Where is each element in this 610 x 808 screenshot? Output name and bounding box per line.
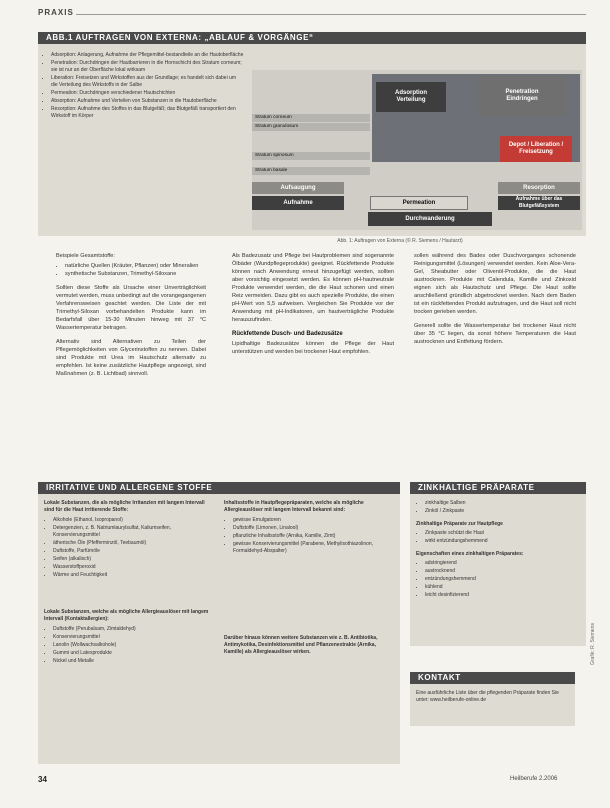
subheading: Rückfettende Dusch- und Badezusätze: [232, 331, 343, 337]
legend-item: • Penetration: Durchdringen der Hautbarrieren in die Hornschicht des Stratum corneum; sie ist nur an der Oberfläche lokal wirksam: [51, 60, 244, 74]
irritative-panel: [38, 494, 400, 764]
body-column-2: [232, 252, 394, 362]
list-item: • Wasserstoffperoxid: [53, 564, 210, 571]
list-item: • Duftstoffe (Limonen, Linalool): [233, 525, 392, 532]
zink-content: • zinkhaltige Salben • Zinköl / Zinkpaste Zinkhaltige Präparate zur Hautpflege • Zinkpaste schützt die Haut • wirkt entzündungshemmend Eigenschaften eines zinkhaltigen Präparates: • adstringierend • austrocknend • entzündungshemmend • kühlend • leicht desinfizierend: [416, 500, 578, 600]
penetration-box: Penetration Eindringen: [478, 76, 566, 116]
skin-diagram: [252, 70, 582, 230]
permeation-label: Permeation: [370, 196, 468, 210]
list-item: • Seifen (alkalisch): [53, 556, 210, 563]
list-item: • synthetische Substanzen, Trimethyl-Siloxane: [65, 270, 206, 278]
list-item: • Lanolin (Wollwachsalkohole): [53, 642, 210, 649]
paragraph: Sollten diese Stoffe als Ursache einer Unverträglichkeit vermutet werden, muss unbedingt auf die vorangegangenen Verfahrensweisen geachtet werden. Die Liste der mit Trimethyl-Siloxan vorbehandelten Produkte kann im Bedarfsfall über 15-30 Minuten hinweg mit 37 °C Wassertemperatur betragen.: [56, 285, 206, 331]
list-item: • pflanzliche Inhaltsstoffe (Arnika, Kamille, Zimt): [233, 533, 392, 540]
zink-header: ZINKHALTIGE PRÄPARATE: [410, 482, 586, 494]
strip-stratum-corneum: Stratum corneum: [252, 114, 370, 122]
list-item: • gewisse Emulgatoren: [233, 517, 392, 524]
strip-stratum-basale: Stratum basale: [252, 167, 370, 175]
list-item: • Zinköl / Zinkpaste: [425, 508, 578, 515]
zink-panel: [410, 494, 586, 646]
depot-box: Depot / Liberation / Freisetzung: [500, 136, 572, 162]
section-tag: PRAXIS: [38, 8, 74, 17]
figure-header: ABB.1 AUFTRAGEN VON EXTERNA: „ABLAUF & VORGÄNGE“: [38, 32, 586, 44]
list-item: • Duftstoffe (Perubalsam, Zimtaldehyd): [53, 626, 210, 633]
page-number: 34: [38, 775, 47, 784]
paragraph: Als Badezusatz und Pflege bei Hautproblemen sind sogenannte Ölbäder (Wundpflegeprodukte) geeignet. Rückfettende Produkte können nach Anwendung erneut hinzugefügt werden, sollten aber vorsichtig eingesetzt werden. Es können pH-hautneutrale Produkte verwendet werden, die die Haut schonen und einen Reiz vermeiden. Dazu gibt es auch spezielle Produkte, die einen pH-Wert von 5,5 aufweisen. Vergleichen Sie Produkte vor der Anwendung mit pH-Indikatoren, um hautverträgliche Produkte herauszufinden.: [232, 253, 394, 323]
list-item: • Alkohole (Ethanol, Isopropanol): [53, 517, 210, 524]
publication-info: Heilberufe 2.2006: [510, 776, 558, 782]
legend-item: • Permeation: Durchdringen verschiedener Hautschichten: [51, 90, 244, 97]
legend-item: • Resorption: Aufnahme des Stoffes in das Blutgefäß; das Blutgefäß transportiert den Wirkstoff im Körper: [51, 106, 244, 120]
note: Darüber hinaus können weitere Substanzen wie z. B. Antibiotika, Antimykotika, Desinfektionsmittel und Pflanzenextrakte (Arnika, Kamille) als Allergieauslöser wirken.: [224, 635, 378, 655]
list-item: • gewisse Konservierungsmittel (Parabene, Methylisothiazolinon, Formaldehyd-Abspalter): [233, 541, 392, 555]
figure-panel: [38, 44, 586, 236]
list-item: • Nickel und Metalle: [53, 658, 210, 665]
strip-stratum-spinosum: Stratum spinosum: [252, 152, 370, 160]
list-item: • leicht desinfizierend: [425, 592, 578, 599]
list-item: • zinkhaltige Salben: [425, 500, 578, 507]
list-item: • Gummi und Latexprodukte: [53, 650, 210, 657]
irritative-header: IRRITATIVE UND ALLERGENE STOFFE: [38, 482, 400, 494]
list-item: • Detergenzien, z. B. Natriumlaurylsulfat, Kaliumseifen, Konservierungsmittel: [53, 525, 210, 539]
kontakt-text: Eine ausführliche Liste über die pflegenden Präparate finden Sie unter: www.heilberufe-online.de: [416, 690, 559, 703]
paragraph: Generell sollte die Wassertemperatur bei trockener Haut nicht über 35 °C liegen, da sonst höhere Temperaturen die Haut austrocknen und Entfettung fördern.: [414, 323, 576, 345]
strip-stratum-granulosum: Stratum granulosum: [252, 123, 370, 131]
irritative-column-2: Inhaltsstoffe in Hautpflegepräparaten, welche als mögliche Allergieauslöser mit langem Intervall bekannt sind: • gewisse Emulgatoren • Duftstoffe (Limonen, Linalool) • pflanzliche Inhaltsstoffe (Arnika, Kamille, Zimt) • gewisse Konservierungsmittel (Parabene, Methylisothiazolinon, Formaldehyd-Abspalter) Darüber hinaus können weitere Substanzen wie z. B. Antibiotika, Antimykotika, Desinfektionsmittel und Pflanzenextrakte (Arnika, Kamille) als Allergieauslöser wirken.: [224, 500, 392, 656]
kontakt-header: KONTAKT: [410, 672, 575, 684]
aufnahme-blut-label: Aufnahme über das Blutgefäßsystem: [498, 196, 580, 210]
figure-caption: Abb. 1: Auftragen von Externa (© R. Siemens / Hautarzt): [337, 238, 463, 244]
irritative-column-1: Lokale Substanzen, die als mögliche Irritanzien mit langem Intervall sind für die Haut irritierende Stoffe: • Alkohole (Ethanol, Isopropanol) • Detergenzien, z. B. Natriumlaurylsulfat, Kaliumseifen, Konservierungsmittel • ätherische Öle (Pfefferminzöl, Teebaumöl) • Duftstoffe, Parfümöle • Seifen (alkalisch) • Wasserstoffperoxid • Wärme und Feuchtigkeit Lokale Substanzen, welche als mögliche Allergieauslöser mit langem Intervall (Kontaktallergien): • Duftstoffe (Perubalsam, Zimtaldehyd) • Konservierungsmittel • Lanolin (Wollwachsalkohole) • Gummi und Latexprodukte • Nickel und Metalle: [44, 500, 210, 666]
list-item: • Zinkpaste schützt die Haut: [425, 530, 578, 537]
resorption-label: Resorption: [498, 182, 580, 194]
aufnahme-label: Aufnahme: [252, 196, 344, 210]
paragraph: Alternativ sind Alternativen zu Teilen der Pflegemöglichkeiten von Glycerinstoffen zu nennen. Dabei sind Produkte mit Urea im Hautschutz alternativ zu empfehlen. Ist keine zusätzliche Hautpflege angezeigt, sind Maßnahmen (z. B. Lichtbad) sinnvoll.: [56, 339, 206, 377]
body-column-3: [414, 252, 576, 352]
kontakt-panel: [410, 684, 575, 726]
list-item: • Konservierungsmittel: [53, 634, 210, 641]
durchwanderung-label: Durchwanderung: [368, 212, 492, 226]
legend-item: • Absorption: Aufnahme und Verteilen von Substanzen in die Hautoberfläche: [51, 98, 244, 105]
photo-credit: Grafik: R. Siemens: [590, 623, 596, 665]
list-item: • austrocknend: [425, 568, 578, 575]
paragraph: sollen während des Bades oder Duschvorganges schonende Reinigungsmittel (Lösungen) verwendet werden. Kein Aloe-Vera-Gel, Sheabutter oder Olivenöl-Produkte, die die Haut austrocknen. Produkte mit Calendula, Kamille und Zinkoxid eignen sich als Hautschutz und Pflege. Die Haut sollte anschließend gründlich abgetrocknet werden. Nach dem Baden ist ein rückfettendes Produkt aufzutragen, und die Haut soll nicht trocken gerieben werden.: [414, 253, 576, 315]
list-item: • ätherische Öle (Pfefferminzöl, Teebaumöl): [53, 540, 210, 547]
body-column-1: Beispiele Gesamtstoffe: • natürliche Quellen (Kräuter, Pflanzen) oder Mineralien • synthetische Substanzen, Trimethyl-Siloxane Sollten diese Stoffe als Ursache einer Unverträglichkeit vermutet werden, muss unbedingt auf die vorangegangenen Verfahrensweisen geachtet werden. Die Liste der mit Trimethyl-Siloxan vorbehandelten Produkte kann im Bedarfsfall über 15-30 Minuten hinweg mit 37 °C Wassertemperatur betragen. Alternativ sind Alternativen zu Teilen der Pflegemöglichkeiten von Glycerinstoffen zu nennen. Dabei sind Produkte mit Urea im Hautschutz alternativ zu empfehlen. Ist keine zusätzliche Hautpflege angezeigt, sind Maßnahmen (z. B. Lichtbad) sinnvoll.: [56, 252, 206, 384]
list-item: • adstringierend: [425, 560, 578, 567]
aufsaugung-label: Aufsaugung: [252, 182, 344, 194]
legend-item: • Adsorption: Anlagerung, Aufnahme der Pflegemittel-bestandteile an die Hautoberfläche: [51, 52, 244, 59]
list-item: • Wärme und Feuchtigkeit: [53, 572, 210, 579]
adsorption-box: Adsorption Verteilung: [376, 82, 446, 112]
list-item: • entzündungshemmend: [425, 576, 578, 583]
paragraph: Lipidhaltige Badezusätze können die Pflege der Haut unterstützen und werden bei trockener Haut empfohlen.: [232, 341, 394, 355]
legend-item: • Liberation: Freisetzen und Wirkstoffen aus der Grundlage; es handelt sich dabei um die Verteilung des Wirkstoffs in der Salbe: [51, 75, 244, 89]
figure-legend: [42, 52, 244, 121]
list-item: • natürliche Quellen (Kräuter, Pflanzen) oder Mineralien: [65, 262, 206, 270]
list-item: • kühlend: [425, 584, 578, 591]
list-item: • Duftstoffe, Parfümöle: [53, 548, 210, 555]
list-item: • wirkt entzündungshemmend: [425, 538, 578, 545]
header-rule: [76, 14, 586, 15]
